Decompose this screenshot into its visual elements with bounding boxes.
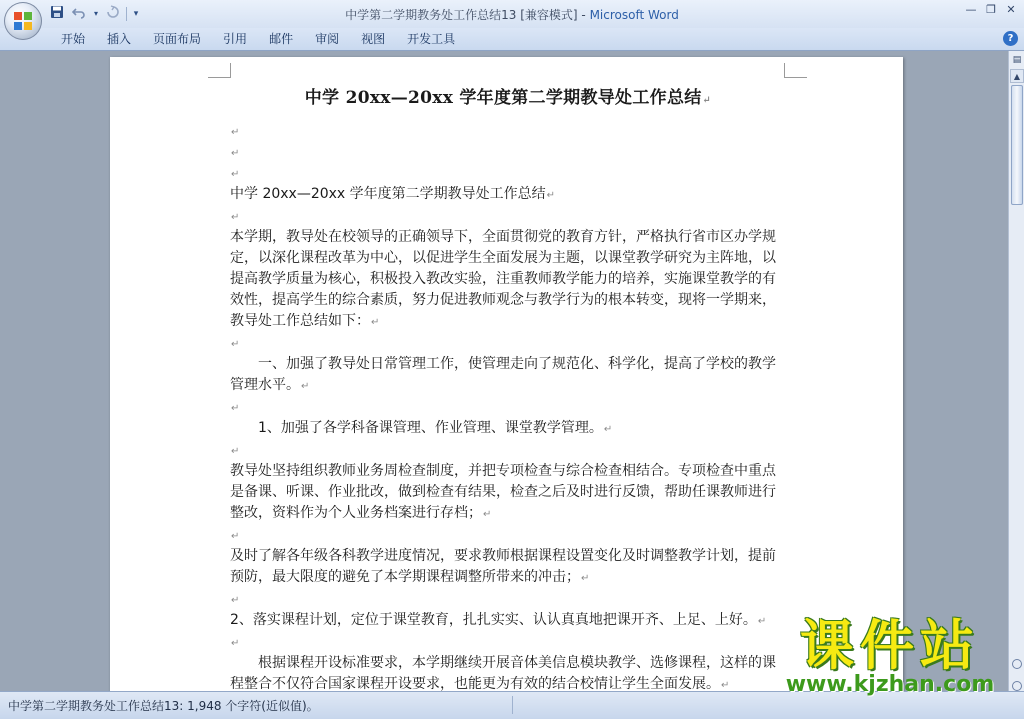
document-title[interactable]	[230, 85, 786, 111]
ribbon-tab-bar	[0, 28, 1024, 51]
empty-paragraph[interactable]	[230, 525, 786, 546]
empty-paragraph[interactable]	[230, 142, 786, 163]
document-paragraph[interactable]: 根据课程开设标准要求，本学期继续开展音体美信息模块教学、选修课程，这样的课程整合不仅符合国家课程开设要求，也能更为有效的结合校情让学生全面发展。↵	[230, 655, 776, 691]
tab-view[interactable]: 视图	[361, 32, 386, 46]
paragraph-mark-icon: ↵	[231, 403, 240, 414]
status-word-count[interactable]: 中学第二学期教务处工作总结13: 1,948 个字符(近似值)。	[8, 699, 319, 713]
empty-paragraph[interactable]	[230, 440, 786, 461]
customize-toolbar-icon[interactable]: ▾	[133, 9, 139, 19]
watermark-title: 课件站	[800, 614, 980, 677]
paragraph-mark-icon: ↵	[231, 446, 240, 457]
document-workspace[interactable]	[0, 51, 1008, 691]
watermark-url: www.kjzhan.com	[785, 672, 995, 697]
tab-home[interactable]: 开始	[61, 32, 86, 46]
ruler-toggle-icon[interactable]: ▤	[1012, 55, 1022, 65]
scroll-thumb[interactable]	[1011, 85, 1023, 205]
paragraph-mark-icon: ↵	[301, 381, 310, 392]
document-paragraph[interactable]: 1、加强了各学科备课管理、作业管理、课堂教学管理。↵	[258, 420, 613, 436]
close-icon[interactable]: ✕	[1006, 3, 1016, 16]
document-body[interactable]	[230, 85, 786, 691]
paragraph-mark-icon: ↵	[231, 339, 240, 350]
scroll-up-icon[interactable]: ▲	[1010, 69, 1024, 83]
paragraph-mark-icon: ↵	[231, 638, 240, 649]
paragraph-mark-icon: ↵	[483, 509, 492, 520]
document-paragraph[interactable]: 本学期，教导处在校领导的正确领导下，全面贯彻党的教育方针，严格执行省市区办学规定，以深化课程改革为中心，以促进学生全面发展为主题，以课堂教学研究为主阵地，以提高教学质量为核心，积极投入教改实验，注重教师教学能力的培养，实施课堂教学的有效性，提高学生的综合素质，努力促进教师观念与教学行为的根本转变，现将一学期来，教导处工作总结如下：↵	[230, 229, 776, 329]
paragraph-mark-icon: ↵	[231, 148, 240, 159]
tab-page-layout[interactable]: 页面布局	[153, 32, 202, 46]
title-bar	[0, 0, 1024, 28]
document-title-text: 中学 20xx—20xx 学年度第二学期教导处工作总结	[304, 88, 702, 108]
document-page[interactable]	[110, 57, 903, 691]
document-paragraph[interactable]: 2、落实课程计划，定位于课堂教育，扎扎实实、认认真真地把课开齐、上足、上好。↵	[230, 612, 767, 628]
paragraph-mark-icon: ↵	[231, 595, 240, 606]
next-page-icon[interactable]	[1012, 681, 1022, 691]
paragraph-mark-icon: ↵	[371, 317, 380, 328]
empty-paragraph[interactable]	[230, 206, 786, 227]
browse-object-icon[interactable]	[1012, 659, 1022, 669]
paragraph-mark-icon: ↵	[702, 95, 712, 106]
margin-corner-top-right	[784, 63, 807, 78]
paragraph-mark-icon: ↵	[757, 616, 767, 627]
office-button[interactable]	[4, 2, 42, 40]
empty-paragraph[interactable]	[230, 121, 786, 142]
paragraph-mark-icon: ↵	[546, 190, 556, 201]
minimize-icon[interactable]: —	[965, 3, 977, 16]
tab-review[interactable]: 审阅	[315, 32, 340, 46]
paragraph-mark-icon: ↵	[581, 573, 590, 584]
tab-developer[interactable]: 开发工具	[407, 32, 456, 46]
document-paragraph[interactable]: 及时了解各年级各科教学进度情况，要求教师根据课程设置变化及时调整教学计划，提前预防，最大限度的避免了本学期课程调整所带来的冲击；↵	[230, 548, 776, 585]
status-separator	[512, 696, 513, 714]
restore-icon[interactable]: ❐	[986, 3, 996, 16]
help-icon[interactable]: ?	[1003, 31, 1018, 46]
vertical-scrollbar[interactable]	[1008, 51, 1024, 691]
office-logo-icon	[13, 11, 33, 31]
empty-paragraph[interactable]	[230, 589, 786, 610]
paragraph-mark-icon: ↵	[721, 680, 730, 691]
empty-paragraph[interactable]	[230, 397, 786, 418]
paragraph-mark-icon: ↵	[231, 127, 240, 138]
empty-paragraph[interactable]	[230, 333, 786, 354]
paragraph-mark-icon: ↵	[231, 169, 240, 180]
empty-paragraph[interactable]	[230, 632, 786, 653]
tab-references[interactable]: 引用	[223, 32, 248, 46]
document-paragraph[interactable]: 教导处坚持组织教师业务周检查制度，并把专项检查与综合检查相结合。专项检查中重点是备课、听课、作业批改，做到检查有结果，检查之后及时进行反馈，帮助任课教师进行整改，资料作为个人业务档案进行存档；↵	[230, 463, 776, 521]
document-paragraph[interactable]: 中学 20xx—20xx 学年度第二学期教导处工作总结↵	[230, 186, 556, 202]
ribbon-tabs	[50, 30, 466, 48]
window-controls	[962, 2, 1020, 18]
document-paragraph[interactable]: 一、加强了教导处日常管理工作，使管理走向了规范化、科学化，提高了学校的教学管理水平。↵	[230, 356, 776, 393]
tab-insert[interactable]: 插入	[107, 32, 132, 46]
margin-corner-top-left	[208, 63, 231, 78]
tab-mailings[interactable]: 邮件	[269, 32, 294, 46]
empty-paragraph[interactable]	[230, 163, 786, 184]
paragraph-mark-icon: ↵	[603, 424, 613, 435]
window-title	[0, 6, 1024, 23]
window-title-app: Microsoft Word	[589, 8, 679, 22]
undo-dropdown-icon[interactable]: ▾	[93, 9, 98, 18]
paragraph-mark-icon: ↵	[231, 531, 240, 542]
paragraph-mark-icon: ↵	[231, 212, 240, 223]
window-title-document: 中学第二学期教务处工作总结13 [兼容模式] -	[345, 8, 586, 22]
site-watermark	[772, 616, 1008, 696]
